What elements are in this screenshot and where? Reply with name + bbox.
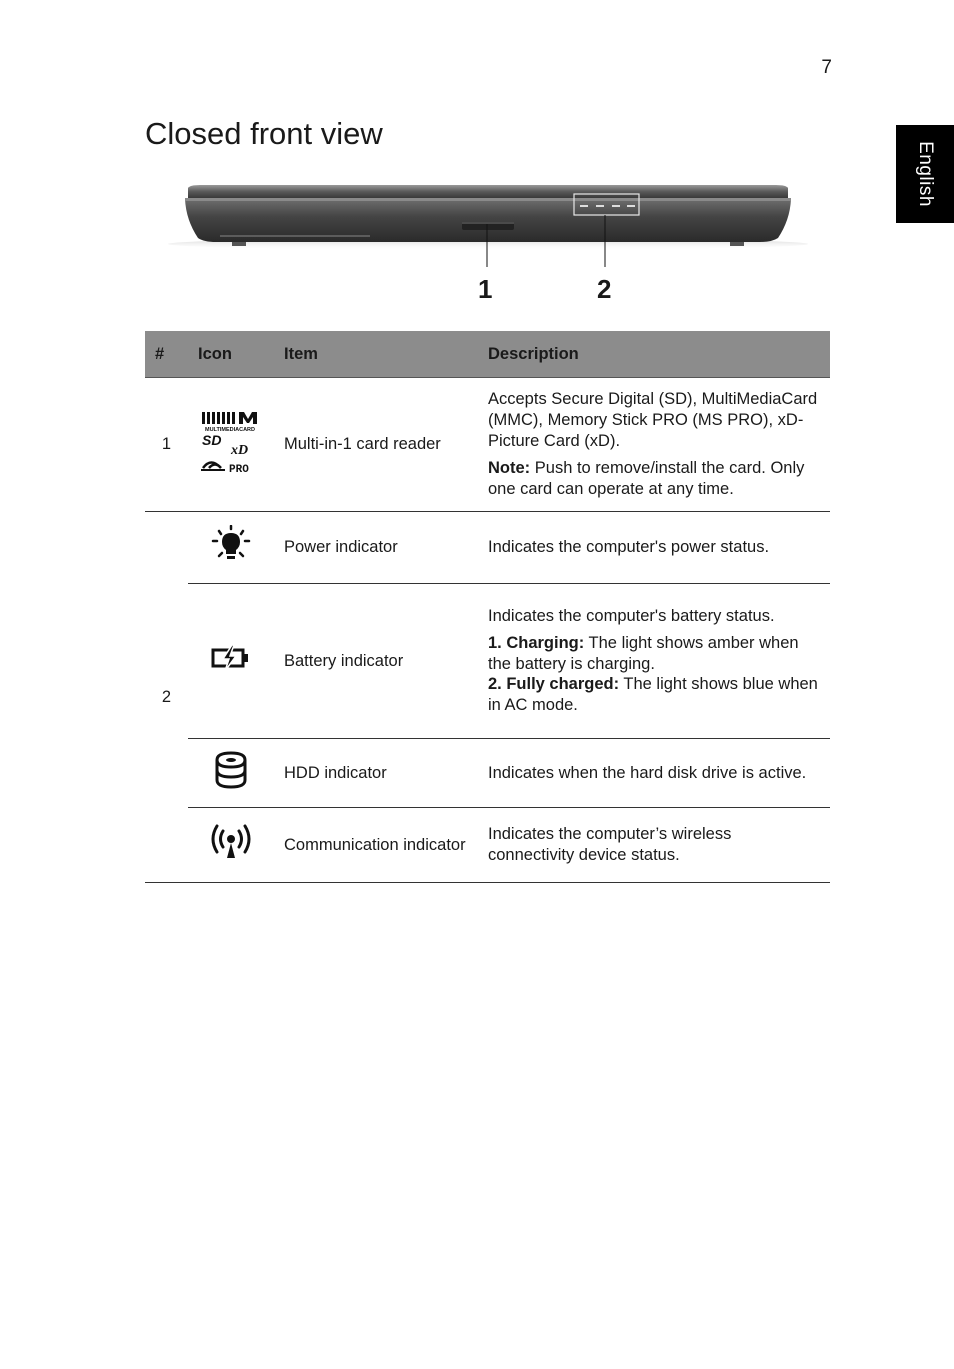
charging-text: The light shows amber when the battery is charging. (488, 633, 799, 673)
hdd-icon (211, 750, 251, 790)
multi-card-reader-icon (199, 410, 263, 474)
fully-charged-text: The light shows blue when in AC mode. (488, 675, 818, 715)
language-tab (896, 125, 954, 223)
wireless-icon (209, 822, 253, 862)
callout-1: 1 (478, 274, 493, 304)
header-description: Description (478, 331, 830, 378)
row-number: 2 (145, 512, 188, 883)
header-item: Item (274, 331, 478, 378)
row-item: Battery indicator (274, 584, 478, 739)
table-row (145, 739, 830, 808)
row-description: Indicates the computer's battery status. (488, 606, 775, 625)
row-item: Multi-in-1 card reader (274, 378, 478, 512)
row-item: Communication indicator (274, 808, 478, 883)
page-number: 7 (821, 57, 832, 78)
charging-label: 1. Charging: (488, 633, 585, 652)
header-num: # (145, 331, 188, 378)
note-text: Push to remove/install the card. Only one card can operate at any time. (488, 458, 805, 498)
row-description: Indicates when the hard disk drive is active. (488, 763, 807, 782)
table-row (145, 808, 830, 883)
row-description: Indicates the computer's power status. (488, 538, 770, 557)
power-icon (211, 525, 251, 565)
row-description: Accepts Secure Digital (SD), MultiMediaCard (MMC), Memory Stick PRO (MS PRO), xD-Picture Card (xD). (488, 390, 818, 451)
xd-logo-text: xD (231, 442, 249, 458)
table-header-row (145, 331, 830, 378)
sd-logo-text: SD (202, 431, 222, 448)
laptop-front-illustration (160, 180, 820, 270)
pro-logo-text: PRO (229, 463, 249, 474)
note-label: Note: (488, 458, 531, 477)
header-icon: Icon (188, 331, 274, 378)
spec-table (145, 331, 830, 883)
page-title: Closed front view (145, 116, 383, 151)
fully-charged-label: 2. Fully charged: (488, 675, 620, 694)
language-tab-label: English (915, 141, 937, 207)
battery-icon (211, 643, 251, 673)
row-item: HDD indicator (274, 739, 478, 808)
mmc-logo-text: MULTIMEDIACARD (204, 426, 256, 433)
table-row (145, 584, 830, 739)
table-row (145, 378, 830, 512)
table-row (145, 512, 830, 584)
row-number: 1 (145, 378, 188, 512)
row-item: Power indicator (274, 512, 478, 584)
callout-2: 2 (597, 274, 612, 304)
row-description: Indicates the computer’s wireless connectivity device status. (488, 825, 732, 864)
